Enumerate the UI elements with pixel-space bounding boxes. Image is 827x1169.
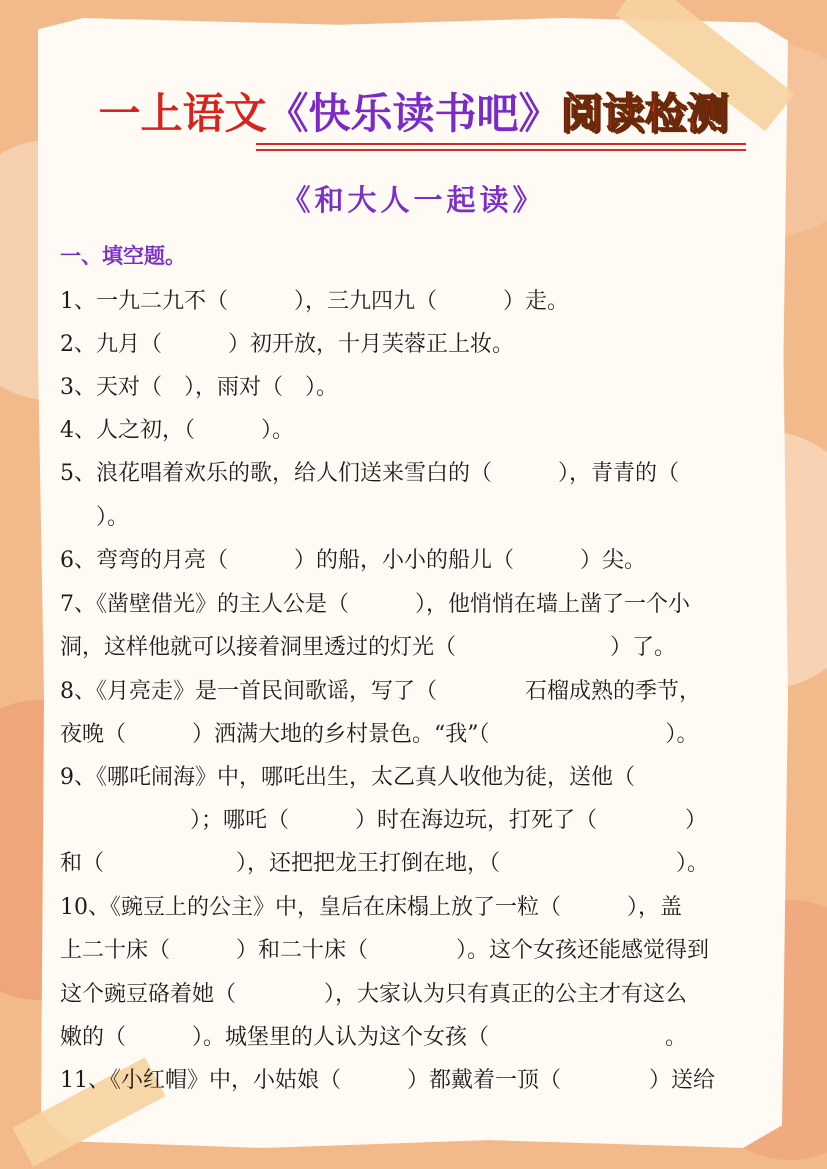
question-line: 5、浪花唱着欢乐的歌，给人们送来雪白的（ ），青青的（ <box>60 461 679 486</box>
title-part-grade: 一上语文 <box>98 89 267 138</box>
question-line: 8、《月亮走》是一首民间歌谣，写了（ 石榴成熟的季节， <box>60 679 701 704</box>
question-line: 夜晚（ ）洒满大地的乡村景色。“我”（ ）。 <box>60 722 699 747</box>
question-line: 7、《凿壁借光》的主人公是（ ），他悄悄在墙上凿了一个小 <box>60 592 690 617</box>
question-line: 11、《小红帽》中，小姑娘（ ）都戴着一顶（ ）送给 <box>60 1068 715 1093</box>
title-underline <box>256 149 746 151</box>
question-line: 洞，这样他就可以接着洞里透过的灯光（ ）了。 <box>60 635 677 660</box>
question-line: 4、人之初，（ ）。 <box>60 418 294 443</box>
question-line: 这个豌豆硌着她（ ），大家认为只有真正的公主才有这么 <box>60 982 688 1007</box>
title-underline <box>256 143 746 145</box>
question-line: 6、弯弯的月亮（ ）的船，小小的船儿（ ）尖。 <box>60 548 646 573</box>
question-line: ）；哪吒（ ）时在海边玩，打死了（ ） <box>190 808 708 833</box>
title-part-book: 《快乐读书吧》 <box>266 89 561 138</box>
title-part-test: 阅读检测 <box>560 89 729 138</box>
page-title <box>0 86 827 142</box>
question-line: 2、九月（ ）初开放，十月芙蓉正上妆。 <box>60 332 514 357</box>
question-line: 嫩的（ ）。城堡里的人认为这个女孩（ 。 <box>60 1025 688 1050</box>
question-line: ）。 <box>96 505 130 530</box>
question-line: 3、天对（ ），雨对（ ）。 <box>60 375 338 400</box>
question-line: 10、《豌豆上的公主》中，皇后在床榻上放了一粒（ ），盖 <box>60 895 682 920</box>
question-line: 9、《哪吒闹海》中，哪吒出生，太乙真人收他为徒，送他（ <box>60 765 635 790</box>
page-subtitle: 《和大人一起读》 <box>281 183 546 217</box>
section-heading: 一、填空题。 <box>60 243 186 268</box>
question-line: 上二十床（ ）和二十床（ ）。这个女孩还能感觉得到 <box>60 938 710 963</box>
question-line: 1、一九二九不（ ），三九四九（ ）走。 <box>60 289 569 314</box>
question-line: 和（ ），还把把龙王打倒在地，（ ）。 <box>60 851 710 876</box>
